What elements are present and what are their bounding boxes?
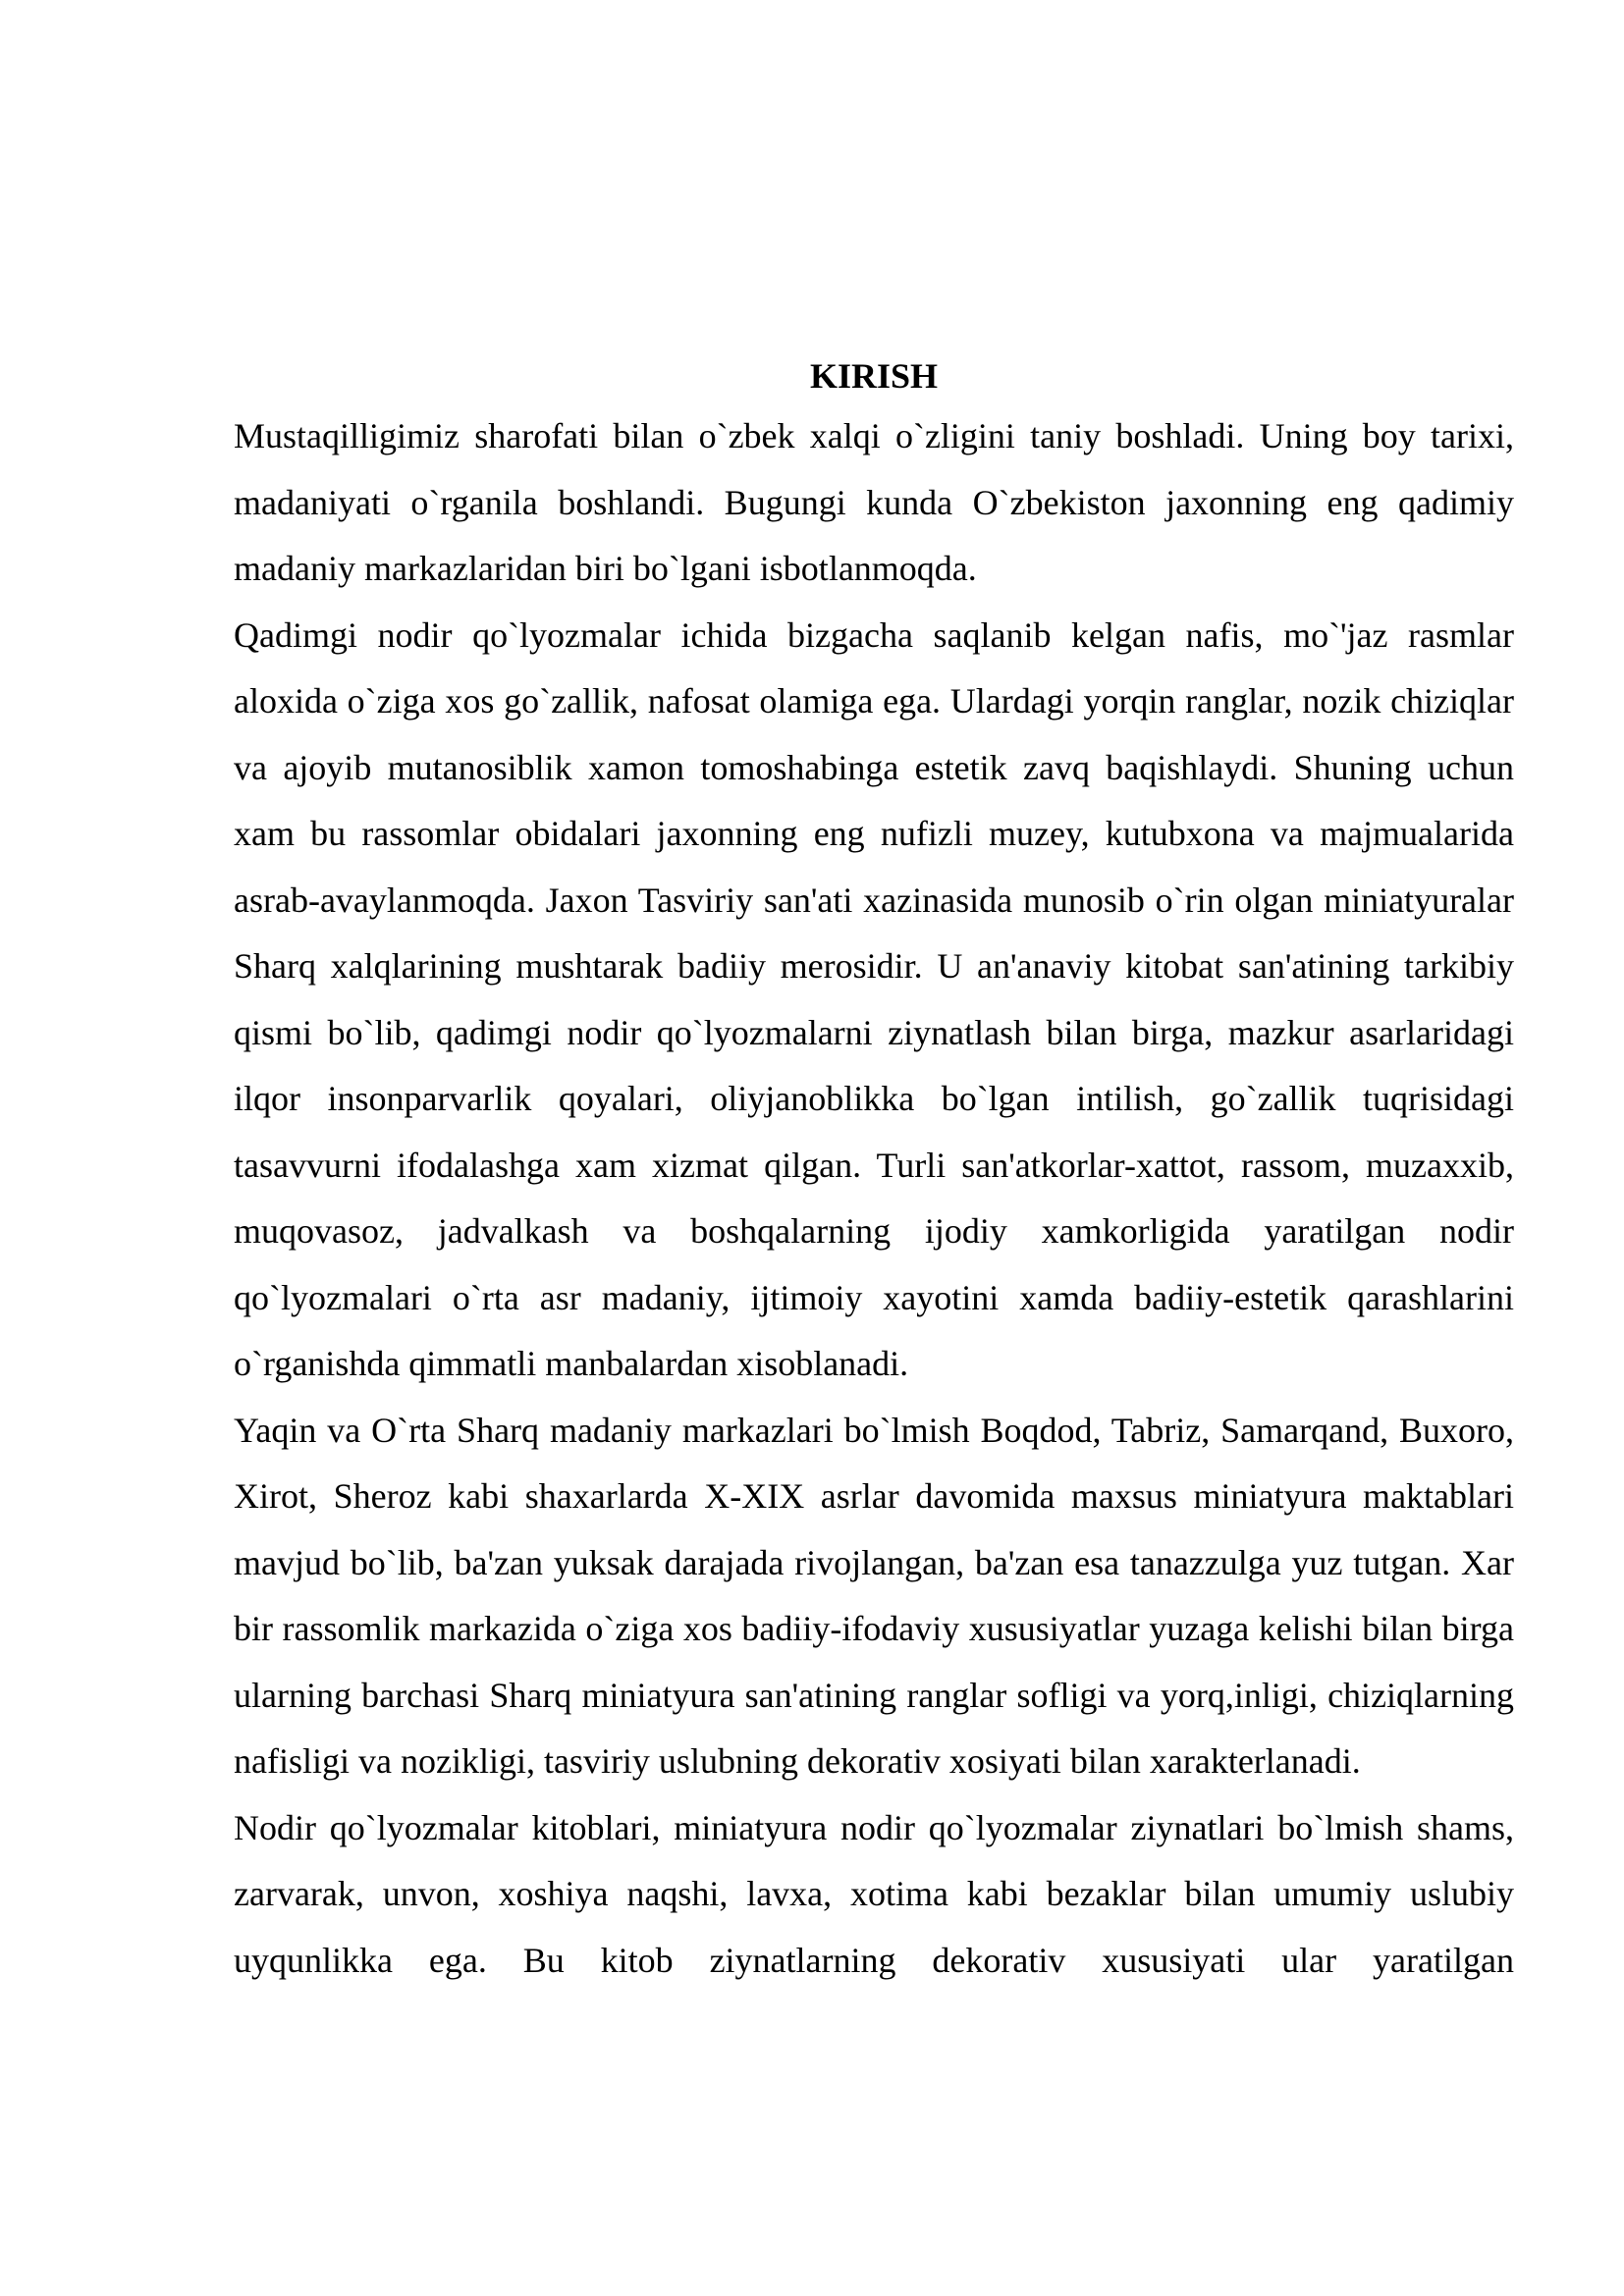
document-title: KIRISH (809, 356, 939, 396)
paragraph-1: Mustaqilligimiz sharofati bilan o`zbek xalqi o`zligini taniy boshladi. Uning boy tarixi, madaniyati o`rganila boshlandi. Bugungi kunda O`zbekiston jaxonning eng qadimiy madaniy markazlaridan biri bo`lgani isbotlanmoqda. (234, 416, 1514, 588)
paragraph-3: Yaqin va O`rta Sharq madaniy markazlari bo`lmish Boqdod, Tabriz, Samarqand, Buxoro, Xirot, Sheroz kabi shaxarlarda X-XIX asrlar davomida maxsus miniatyura maktablari mavjud bo`lib, ba'zan yuksak darajada rivojlangan, ba'zan esa tanazzulga yuz tutgan. Xar bir rassomlik markazida o`ziga xos badiiy-ifodaviy xususiyatlar yuzaga kelishi bilan birga ularning barchasi Sharq miniatyura san'atining ranglar sofligi va yorq,inligi, chiziqlarning nafisligi va nozikligi, tasviriy uslubning dekorativ xosiyati bilan xarakterlanadi. (234, 1410, 1514, 1781)
paragraph-2: Qadimgi nodir qo`lyozmalar ichida bizgacha saqlanib kelgan nafis, mo`'jaz rasmlar aloxida o`ziga xos go`zallik, nafosat olamiga ega. Ulardagi yorqin ranglar, nozik chiziqlar va ajoyib mutanosiblik xamon tomoshabinga estetik zavq baqishlaydi. Shuning uchun xam bu rassomlar obidalari jaxonning eng nufizli muzey, kutubxona va majmualarida asrab-avaylanmoqda. Jaxon Tasviriy san'ati xazinasida munosib o`rin olgan miniatyuralar Sharq xalqlarining mushtarak badiiy merosidir. U an'anaviy kitobat san'atining tarkibiy qismi bo`lib, qadimgi nodir qo`lyozmalarni ziynatlash bilan birga, mazkur asarlaridagi ilqor insonparvarlik qoyalari, oliyjanoblikka bo`lgan intilish, go`zallik tuqrisidagi tasavvurni ifodalashga xam xizmat qilgan. Turli san'atkorlar-xattot, rassom, muzaxxib, muqovasoz, jadvalkash va boshqalarning ijodiy xamkorligida yaratilgan nodir qo`lyozmalari o`rta asr madaniy, ijtimoiy xayotini xamda badiiy-estetik qarashlarini o`rganishda qimmatli manbalardan xisoblanadi. (234, 614, 1514, 1383)
document-body (234, 348, 1514, 1994)
paragraph-4: Nodir qo`lyozmalar kitoblari, miniatyura nodir qo`lyozmalar ziynatlari bo`lmish shams, zarvarak, unvon, xoshiya naqshi, lavxa, xotima kabi bezaklar bilan umumiy uslubiy uyqunlikka ega. Bu kitob ziynatlarning dekorativ xususiyati ular yaratilgan (234, 1807, 1514, 1980)
